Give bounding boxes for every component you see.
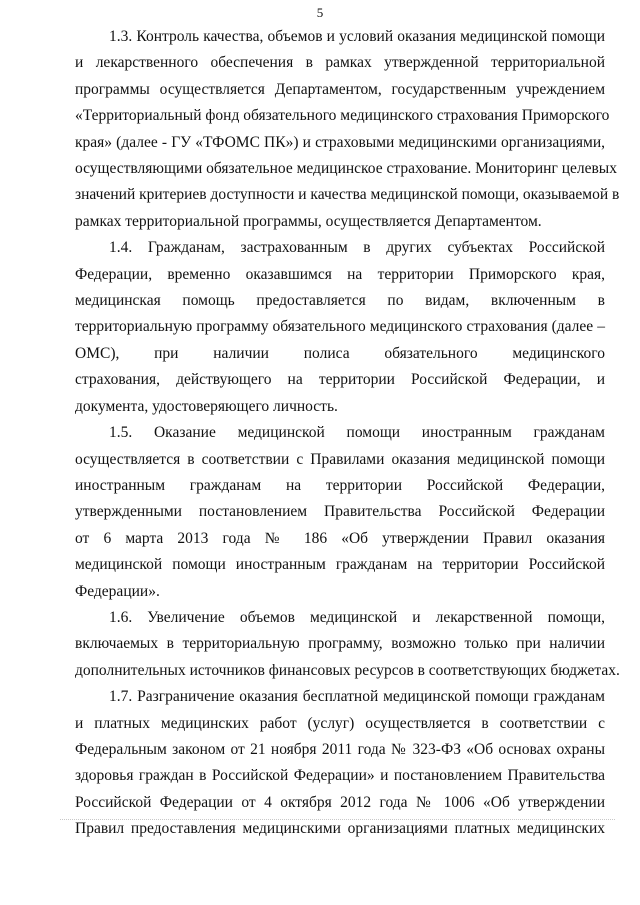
paragraph-1-4 [75,235,605,420]
text-line: медицинская помощь предоставляется по видам, включенным в [75,292,605,310]
text-line: 1.6. Увеличение объемов медицинской и лекарственной помощи, [109,608,605,626]
text-line: 1.7. Разграничение оказания бесплатной медицинской помощи гражданам [109,688,605,706]
text-line: утвержденными постановлением Правительства Российской Федерации [75,503,605,521]
text-line: от 6 марта 2013 года № 186 «Об утверждении Правил оказания [75,529,605,547]
text-line: здоровья граждан в Российской Федерации» и постановлением Правительства [75,767,605,785]
text-line: «Территориальный фонд обязательного медицинского страхования Приморского [75,107,610,125]
paragraph-1-3 [75,24,620,235]
text-line: Федерации». [75,582,160,600]
text-line: осуществляется в соответствии с Правилами оказания медицинской помощи [75,450,605,468]
paragraph-1-6 [75,605,620,684]
scan-line-artifact [60,819,615,820]
text-line: и лекарственного обеспечения в рамках утвержденной территориальной [75,54,605,72]
paragraph-1-5 [75,420,605,605]
text-line: края» (далее - ГУ «ТФОМС ПК») и страховыми медицинскими организациями, [75,133,605,151]
text-line: дополнительных источников финансовых ресурсов в соответствующих бюджетах. [75,661,620,679]
text-line: 1.5. Оказание медицинской помощи иностранным гражданам [109,424,605,442]
text-line: и платных медицинских работ (услуг) осуществляется в соответствии с [75,714,605,732]
text-line: 1.4. Гражданам, застрахованным в других субъектах Российской [109,239,605,257]
text-line: программы осуществляется Департаментом, государственным учреждением [75,80,605,98]
text-line: документа, удостоверяющего личность. [75,397,338,415]
text-line: иностранным гражданам на территории Российской Федерации, [75,476,605,494]
text-line: значений критериев доступности и качества медицинской помощи, оказываемой в [75,186,620,204]
text-line: 1.3. Контроль качества, объемов и условий оказания медицинской помощи [109,28,605,45]
document-body [75,24,620,843]
text-line: Российской Федерации от 4 октября 2012 года № 1006 «Об утверждении [75,793,605,811]
text-line: территориальную программу обязательного медицинского страхования (далее – [75,318,605,336]
text-line: медицинской помощи иностранным гражданам на территории Российской [75,556,605,574]
text-line: ОМС), при наличии полиса обязательного медицинского [75,344,605,362]
text-line: Федеральным законом от 21 ноября 2011 года № 323-ФЗ «Об основах охраны [75,740,605,758]
text-line: включаемых в территориальную программу, возможно только при наличии [75,635,605,653]
text-line: осуществляющими обязательное медицинское страхование. Мониторинг целевых [75,160,617,178]
text-line: страхования, действующего на территории Российской Федерации, и [75,371,605,389]
text-line: Правил предоставления медицинскими организациями платных медицинских [75,820,605,838]
text-line: Федерации, временно оказавшимся на территории Приморского края, [75,265,605,283]
text-line: рамках территориальной программы, осуществляется Департаментом. [75,212,542,230]
page-number: 5 [316,5,324,20]
